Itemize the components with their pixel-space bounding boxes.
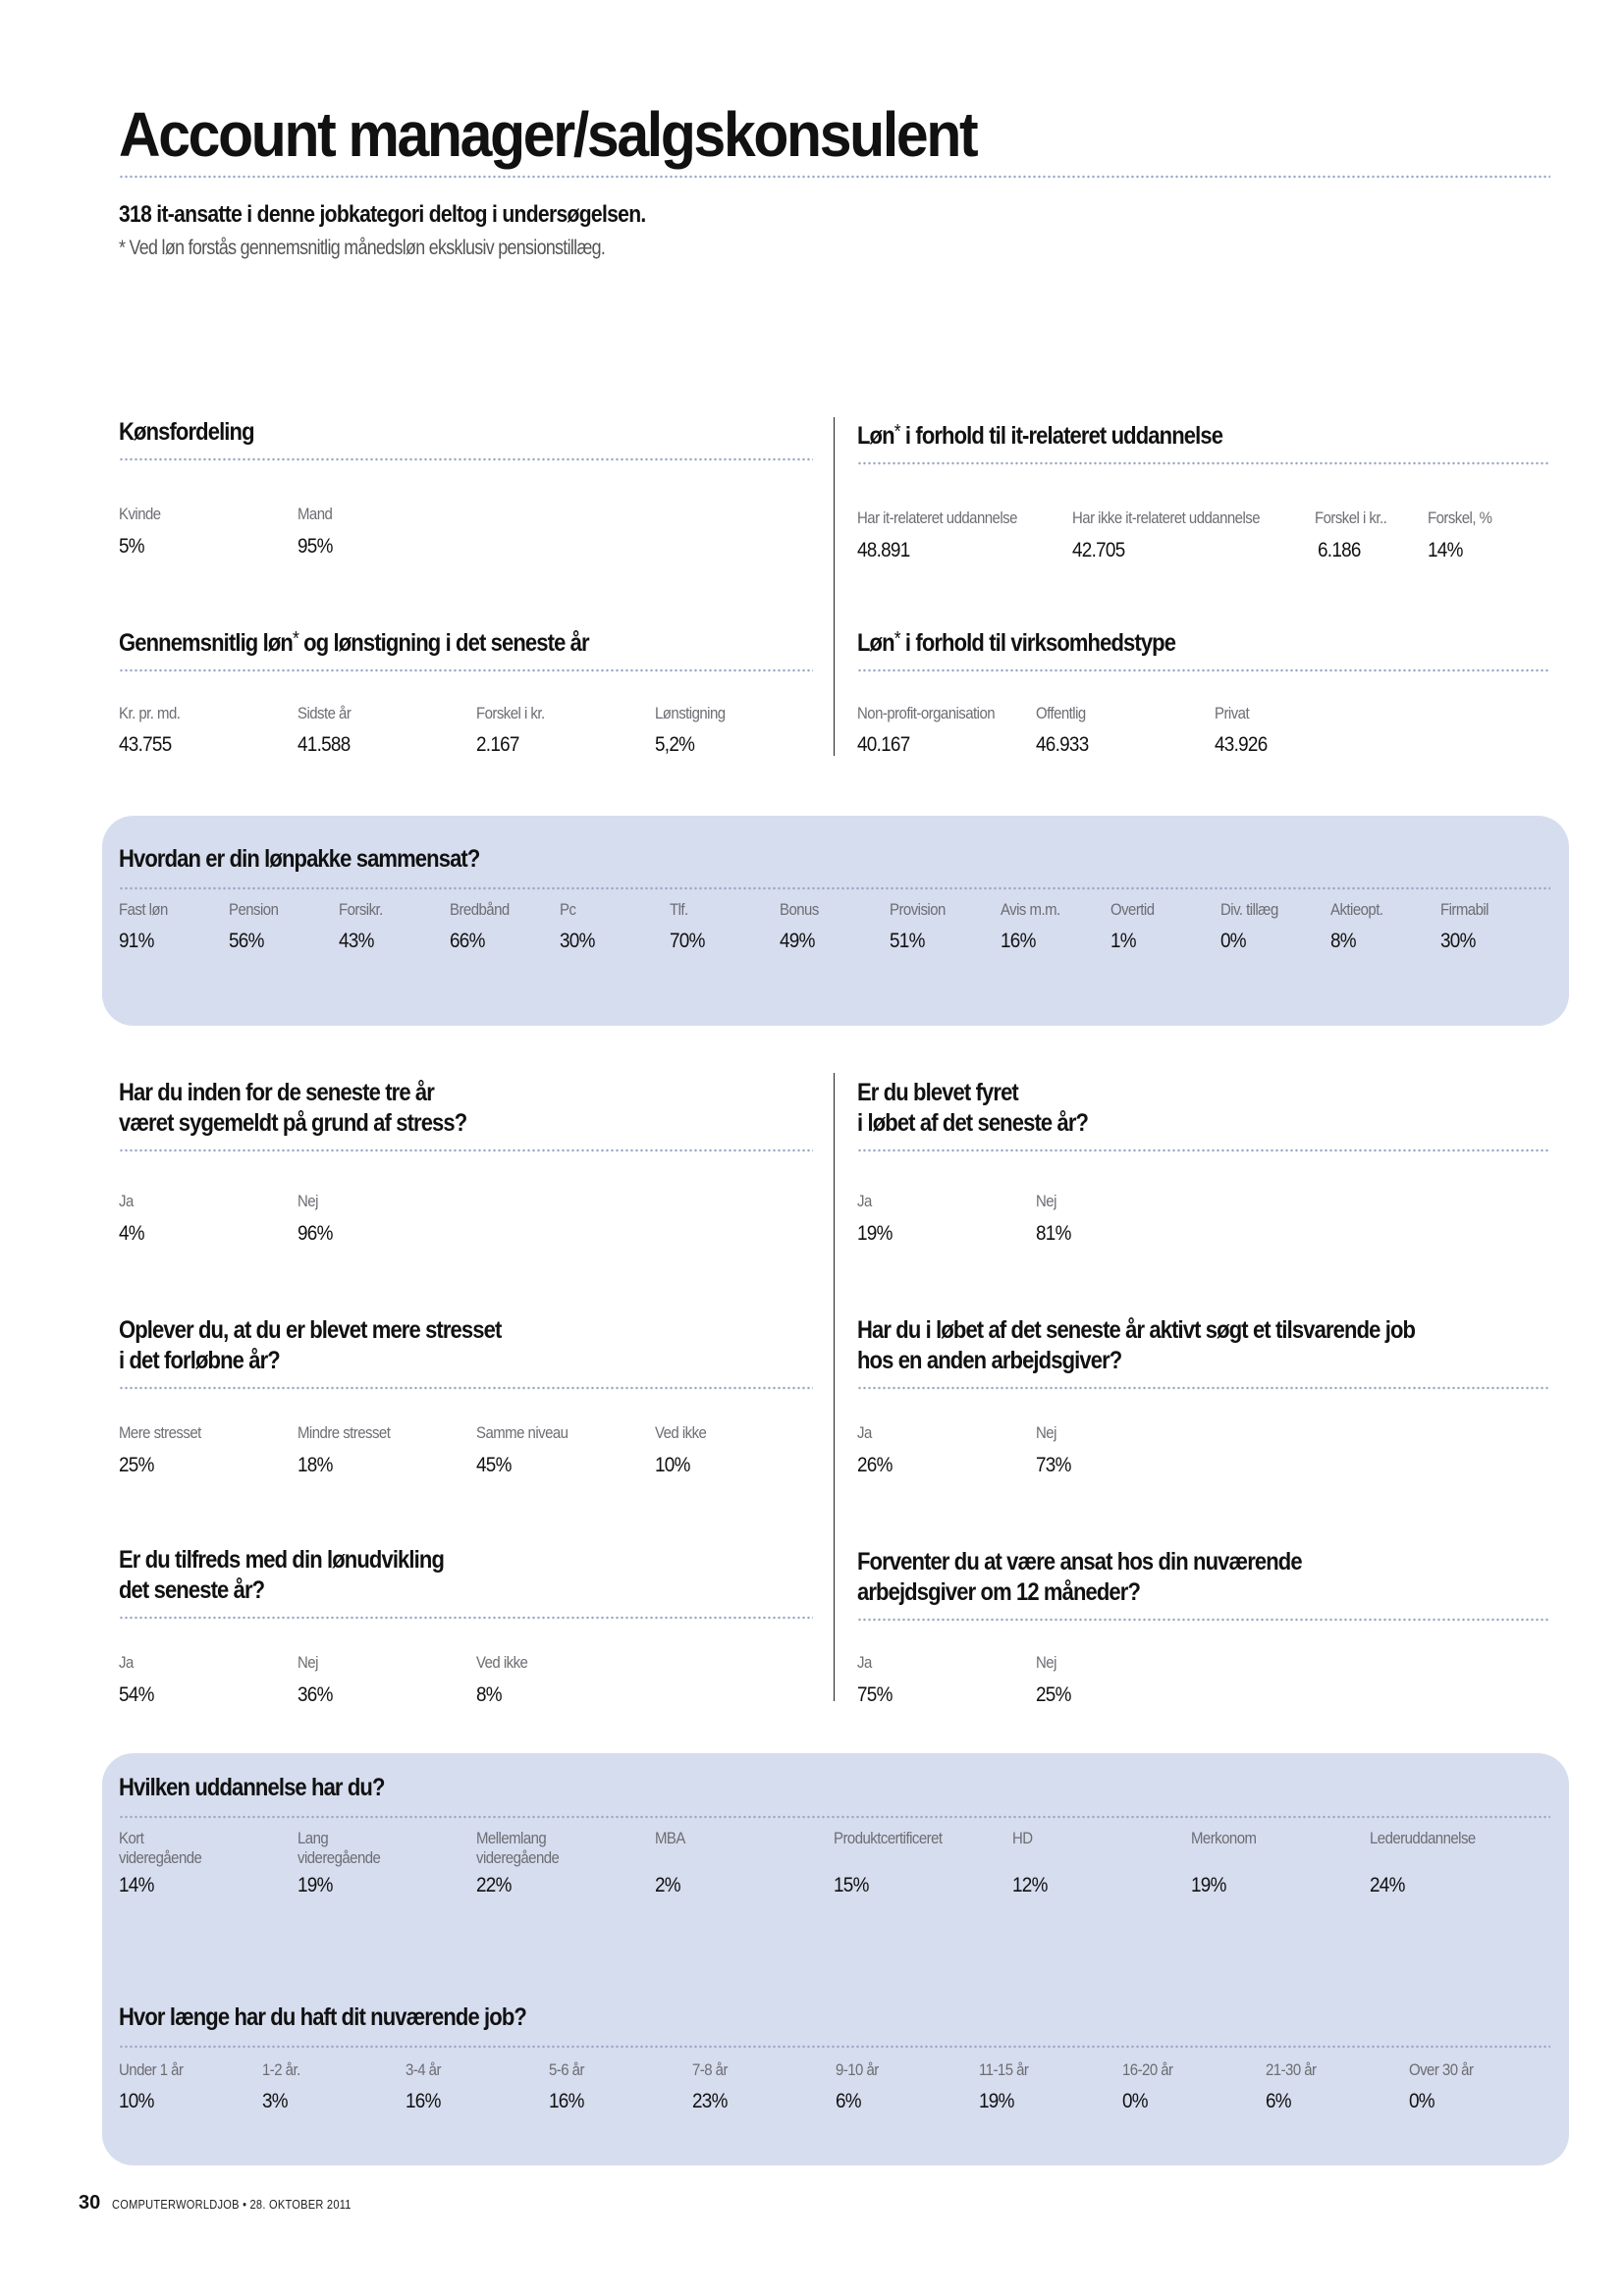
stat-har-it (857, 508, 1039, 562)
stat-value: 91% (119, 930, 154, 952)
stat-item (339, 900, 389, 953)
stat-item (262, 2060, 305, 2113)
stat-item (229, 900, 285, 953)
stat-label: Mand (298, 505, 333, 523)
page-number: 30 (79, 2192, 101, 2214)
stat-item (450, 900, 517, 953)
section-title: Kønsfordeling (119, 418, 254, 446)
title-line: det seneste år? (119, 1576, 265, 1604)
section-divider (857, 668, 1550, 672)
stat-label: videregående (119, 1848, 202, 1867)
stat-value: 5,2% (655, 733, 695, 756)
stat-value: 40.167 (857, 733, 910, 756)
stat-label: Provision (890, 900, 947, 919)
stat-label: Har ikke it-relateret uddannelse (1072, 508, 1261, 527)
stat-label: Lønstigning (655, 704, 726, 722)
stat-label: Ja (857, 1653, 872, 1672)
stat-label: Kvinde (119, 505, 161, 523)
title-divider (119, 175, 1550, 179)
title-line: Forventer du at være ansat hos din nuværende (857, 1548, 1302, 1575)
stat-ved-ikke (655, 1423, 713, 1477)
stat-label: Nej (298, 1653, 318, 1672)
section-education (119, 1773, 1550, 1907)
stat-label: 21-30 år (1266, 2060, 1317, 2079)
section-title (119, 624, 730, 659)
section-salary (119, 624, 813, 756)
stat-item (1012, 1829, 1052, 1897)
stat-forskel (476, 704, 554, 757)
stat-value: 19% (857, 1222, 893, 1245)
stat-label: Privat (1215, 704, 1250, 722)
stat-value: 24% (1370, 1874, 1405, 1896)
title-text: og lønstigning i det seneste år (298, 629, 589, 657)
stat-label: Kort (119, 1829, 144, 1847)
stat-label: Firmabil (1440, 900, 1489, 919)
stat-label: Ja (119, 1192, 134, 1210)
section-title: Hvordan er din lønpakke sammensat? (119, 845, 480, 873)
stat-value: 75% (857, 1683, 893, 1706)
section-divider (119, 1815, 1550, 1819)
stat-value: 43% (339, 930, 375, 952)
stat-item (1220, 900, 1286, 953)
title-text: Gennemsnitlig løn (119, 629, 293, 657)
section-divider (119, 1386, 813, 1390)
stat-nej (298, 1653, 337, 1707)
stat-item (655, 1829, 689, 1897)
title-text: i forhold til it-relateret uddannelse (899, 422, 1223, 450)
stat-label: Produktcertificeret (834, 1829, 943, 1847)
title-line: i løbet af det seneste år? (857, 1109, 1089, 1137)
stat-label: Ved ikke (655, 1423, 707, 1442)
stat-item (1370, 1829, 1489, 1897)
stat-item (476, 1829, 570, 1897)
section-salary-satisfaction (119, 1545, 813, 1706)
stat-value: 48.891 (857, 539, 910, 561)
stat-ja (857, 1653, 896, 1707)
section-title (857, 1078, 1467, 1139)
stat-item (1110, 900, 1161, 953)
stat-value: 81% (1036, 1222, 1071, 1245)
stat-label: 5-6 år (549, 2060, 584, 2079)
stat-label (834, 1848, 943, 1868)
section-salary-package (119, 844, 1550, 952)
title-line: i det forløbne år? (119, 1347, 280, 1374)
stat-label: Over 30 år (1409, 2060, 1474, 2079)
stat-label: Bredbånd (449, 900, 510, 919)
section-divider (857, 461, 1550, 465)
stat-value: 19% (298, 1874, 333, 1896)
page-title: Account manager/salgskonsulent (119, 99, 977, 170)
section-it-education (857, 417, 1550, 561)
section-title (857, 624, 1467, 659)
stat-label: Lederuddannelse (1370, 1829, 1476, 1847)
title-text: Løn (857, 629, 894, 657)
title-text: Løn (857, 422, 894, 450)
stat-label: 3-4 år (406, 2060, 441, 2079)
title-line: Er du blevet fyret (857, 1079, 1018, 1106)
stat-item (560, 900, 599, 953)
stat-value: 41.588 (298, 733, 351, 756)
section-divider (119, 1148, 813, 1152)
stat-item (298, 1829, 392, 1897)
stat-value: 73% (1036, 1454, 1071, 1476)
stat-value: 25% (1036, 1683, 1071, 1706)
stat-item (890, 900, 953, 953)
stat-label: Pension (229, 900, 279, 919)
stat-label: Mere stresset (119, 1423, 201, 1442)
stat-value: 0% (1122, 2090, 1148, 2112)
bullet-separator: • (243, 2197, 247, 2212)
stat-label: videregående (298, 1848, 381, 1867)
section-gender (119, 417, 813, 558)
stat-label: Nej (1036, 1192, 1056, 1210)
stat-label: Forskel i kr.. (1315, 508, 1387, 527)
section-divider (857, 1148, 1550, 1152)
section-company-type (857, 624, 1550, 756)
stat-value: 16% (406, 2090, 441, 2112)
stat-item (979, 2060, 1035, 2113)
stat-value: 14% (119, 1874, 154, 1896)
stat-kvinde (119, 505, 166, 559)
section-divider (119, 457, 813, 461)
stat-label: Div. tillæg (1220, 900, 1278, 919)
stat-value: 6% (1266, 2090, 1291, 2112)
intro-text: 318 it-ansatte i denne jobkategori deltog i undersøgelsen. (119, 201, 646, 228)
title-line: Har du i løbet af det seneste år aktivt søgt et tilsvarende job (857, 1316, 1416, 1344)
section-divider (119, 1616, 813, 1620)
stat-label: Forsikr. (339, 900, 384, 919)
section-title (857, 1547, 1467, 1608)
stat-label (1370, 1848, 1476, 1868)
stat-value: 30% (559, 930, 595, 952)
stat-mindre-stresset (298, 1423, 403, 1477)
stat-value: 15% (834, 1874, 869, 1896)
stat-forskel-pct (1428, 508, 1500, 562)
section-title: Hvilken uddannelse har du? (119, 1774, 385, 1801)
section-title: Hvor længe har du haft dit nuværende job? (119, 2003, 526, 2031)
stat-value: 16% (1000, 930, 1036, 952)
stat-label: Ja (857, 1423, 872, 1442)
stat-label: 9-10 år (836, 2060, 879, 2079)
stat-label: Forskel, % (1428, 508, 1492, 527)
section-divider (857, 1618, 1550, 1622)
stat-value: 25% (119, 1454, 154, 1476)
stat-value: 43.926 (1215, 733, 1268, 756)
stat-label: Nej (1036, 1653, 1056, 1672)
stat-label: Offentlig (1036, 704, 1086, 722)
stat-label: Mindre stresset (298, 1423, 391, 1442)
stat-value: 30% (1440, 930, 1477, 952)
stat-value: 42.705 (1072, 539, 1125, 561)
stat-value: 70% (670, 930, 705, 952)
section-more-stressed (119, 1315, 813, 1476)
stat-samme-niveau (476, 1423, 580, 1477)
stat-value: 43.755 (119, 733, 172, 756)
stat-non-profit (857, 704, 1013, 757)
stat-label: HD (1012, 1829, 1033, 1847)
stat-label: Kr. pr. md. (119, 704, 181, 722)
stat-value: 56% (229, 930, 264, 952)
title-line: været sygemeldt på grund af stress? (119, 1109, 467, 1137)
stat-value: 6% (836, 2090, 861, 2112)
stat-value: 1% (1110, 930, 1136, 952)
stat-value: 54% (119, 1683, 154, 1706)
stat-sidste-aar (298, 704, 358, 757)
stat-nej (1036, 1423, 1075, 1477)
stat-label: Ja (857, 1192, 872, 1210)
asterisk: * (893, 628, 900, 650)
stat-label: Nej (298, 1192, 318, 1210)
section-title (119, 1078, 730, 1139)
stat-value: 0% (1409, 2090, 1435, 2112)
stat-privat (1215, 704, 1272, 757)
section-title (119, 1545, 730, 1606)
section-divider (119, 886, 1550, 890)
stat-label: Under 1 år (119, 2060, 184, 2079)
section-title (857, 1315, 1467, 1376)
stat-value: 95% (298, 535, 333, 558)
stat-label (655, 1848, 685, 1868)
stat-item (1191, 1829, 1266, 1897)
column-divider (834, 1073, 835, 1701)
title-text: i forhold til virksomhedstype (899, 629, 1176, 657)
section-divider (857, 1386, 1550, 1390)
stat-label: Samme niveau (476, 1423, 568, 1442)
stat-forskel-kr (1315, 508, 1396, 562)
stat-item (1122, 2060, 1180, 2113)
stat-label: videregående (476, 1848, 560, 1867)
stat-item (1409, 2060, 1482, 2113)
title-line: arbejdsgiver om 12 måneder? (857, 1578, 1141, 1606)
stat-value: 12% (1012, 1874, 1048, 1896)
stat-label: Ja (119, 1653, 134, 1672)
stat-label: MBA (655, 1829, 685, 1847)
stat-ja (857, 1423, 896, 1477)
stat-label: Sidste år (298, 704, 352, 722)
stat-label: Fast løn (119, 900, 168, 919)
section-fired (857, 1078, 1550, 1245)
stat-label: Merkonom (1191, 1829, 1257, 1847)
stat-loenstigning (655, 704, 734, 757)
stat-har-ikke-it (1072, 508, 1285, 562)
stat-label: Har it-relateret uddannelse (857, 508, 1017, 527)
column-divider (834, 417, 835, 756)
stat-ved-ikke (476, 1653, 534, 1707)
stat-value: 45% (476, 1454, 512, 1476)
publication-date: 28. OKTOBER 2011 (249, 2197, 352, 2212)
footnote: * Ved løn forstås gennemsnitlig månedsløn eksklusiv pensionstillæg. (119, 237, 606, 259)
stat-item (1001, 900, 1068, 953)
stat-label: Ved ikke (476, 1653, 528, 1672)
stat-label: 16-20 år (1122, 2060, 1173, 2079)
stat-mere-stresset (119, 1423, 212, 1477)
title-line: hos en anden arbejdsgiver? (857, 1347, 1122, 1374)
page-footer (79, 2192, 394, 2215)
asterisk: * (292, 628, 298, 650)
stat-value: 3% (262, 2090, 288, 2112)
stat-value: 5% (119, 535, 144, 558)
stat-item (692, 2060, 732, 2113)
stat-value: 46.933 (1036, 733, 1089, 756)
section-divider (119, 668, 813, 672)
stat-label: Non-profit-organisation (857, 704, 996, 722)
stat-item (119, 900, 175, 953)
stat-nej (1036, 1653, 1075, 1707)
section-tenure (119, 2002, 1550, 2112)
stat-value: 96% (298, 1222, 333, 1245)
footer-publication (112, 2197, 352, 2212)
stat-value: 66% (449, 930, 485, 952)
stat-label: Pc (559, 900, 576, 919)
stat-mand (298, 505, 337, 559)
asterisk: * (893, 421, 900, 443)
section-divider (119, 2045, 1550, 2049)
stat-value: 4% (119, 1222, 144, 1245)
stat-offentlig (1036, 704, 1094, 757)
stat-nej (298, 1192, 337, 1246)
stat-value: 36% (298, 1683, 333, 1706)
stat-value: 10% (655, 1454, 690, 1476)
stat-value: 19% (979, 2090, 1014, 2112)
stat-label: 11-15 år (979, 2060, 1029, 2079)
stat-item (1266, 2060, 1324, 2113)
stat-value: 51% (890, 930, 926, 952)
section-title (857, 417, 1467, 452)
stat-value: 6.186 (1318, 539, 1361, 561)
stat-label (1191, 1848, 1256, 1868)
stat-label: Tlf. (670, 900, 688, 919)
stat-label: Aktieopt. (1330, 900, 1383, 919)
stat-value: 26% (857, 1454, 893, 1476)
stat-value: 49% (780, 930, 815, 952)
stat-item (834, 1829, 957, 1897)
stat-item (780, 900, 824, 953)
section-stress-leave (119, 1078, 813, 1245)
stat-ja (119, 1653, 158, 1707)
stat-label (1012, 1848, 1047, 1868)
stat-item (1330, 900, 1390, 953)
stat-label: Mellemlang (476, 1829, 547, 1847)
stat-value: 0% (1220, 930, 1246, 952)
section-title (119, 1315, 730, 1376)
title-line: Har du inden for de seneste tre år (119, 1079, 434, 1106)
stat-value: 19% (1191, 1874, 1226, 1896)
stat-kr-pr-md (119, 704, 189, 757)
stat-value: 18% (298, 1454, 333, 1476)
stat-nej (1036, 1192, 1075, 1246)
stat-label: 7-8 år (692, 2060, 728, 2079)
stat-value: 10% (119, 2090, 154, 2112)
stat-value: 2% (655, 1874, 680, 1896)
title-line: Oplever du, at du er blevet mere stresset (119, 1316, 502, 1344)
stat-value: 14% (1428, 539, 1463, 561)
stat-label: 1-2 år. (262, 2060, 300, 2079)
stat-item (406, 2060, 446, 2113)
title-line: Er du tilfreds med din lønudvikling (119, 1546, 445, 1574)
stat-label: Lang (298, 1829, 329, 1847)
stat-item (836, 2060, 885, 2113)
stat-label: Nej (1036, 1423, 1056, 1442)
stat-value: 23% (692, 2090, 728, 2112)
stat-label: Bonus (780, 900, 819, 919)
stat-value: 8% (1330, 930, 1357, 952)
stat-value: 16% (549, 2090, 584, 2112)
stat-ja (119, 1192, 147, 1246)
publication-name: COMPUTERWORLDJOB (112, 2197, 240, 2212)
stat-item (549, 2060, 589, 2113)
stat-value: 22% (476, 1874, 512, 1896)
stat-value: 8% (476, 1683, 502, 1706)
stat-label: Overtid (1110, 900, 1155, 919)
stat-label: Forskel i kr. (476, 704, 545, 722)
stat-item (119, 2060, 191, 2113)
stat-item (670, 900, 709, 953)
stat-item (1440, 900, 1495, 953)
stat-ja (857, 1192, 896, 1246)
section-job-search (857, 1315, 1550, 1476)
stat-label: Avis m.m. (1000, 900, 1060, 919)
section-expect-employed (857, 1547, 1550, 1706)
stat-item (119, 1829, 213, 1897)
stat-value: 2.167 (476, 733, 519, 756)
